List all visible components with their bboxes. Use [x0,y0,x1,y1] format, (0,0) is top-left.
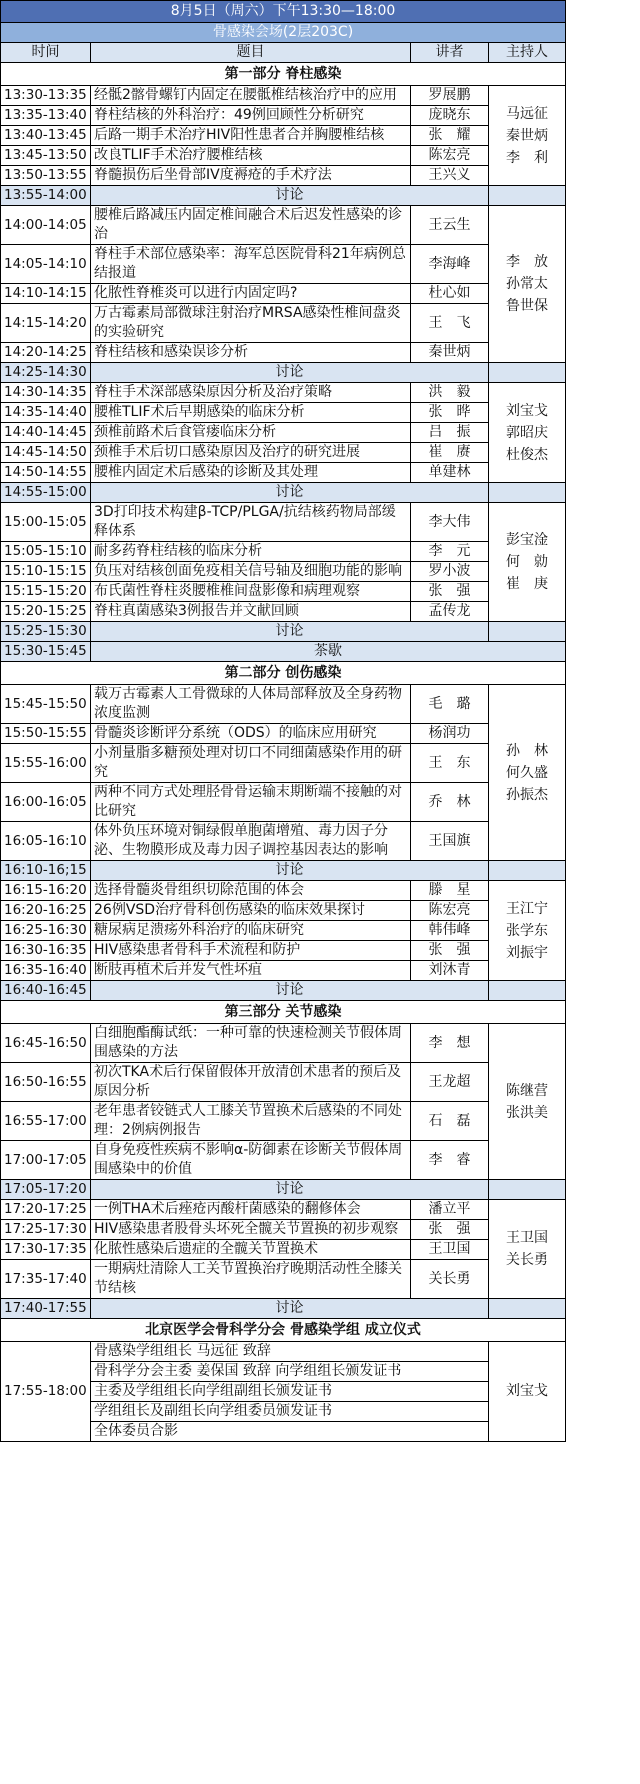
moderator-name: 何 勍 [506,554,548,570]
table-row [1,1102,566,1141]
talk-time: 13:50-13:55 [1,166,91,186]
talk-time: 17:35-17:40 [1,1260,91,1299]
break-time: 14:55-15:00 [1,483,91,503]
talk-speaker: 陈宏亮 [411,146,489,166]
table-row [1,921,566,941]
column-header-moderator: 主持人 [489,43,566,63]
talk-topic: 后路一期手术治疗HIV阳性患者合并胸腰椎结核 [91,126,411,146]
talk-speaker: 李海峰 [411,245,489,284]
table-row [1,961,566,981]
discussion-row [1,1299,566,1319]
section-title: 第三部分 关节感染 [1,1001,566,1024]
break-label: 讨论 [91,981,489,1001]
talk-speaker: 杨润功 [411,724,489,744]
talk-speaker: 罗小波 [411,562,489,582]
talk-speaker: 王兴义 [411,166,489,186]
break-blank [489,186,566,206]
talk-speaker: 罗展鹏 [411,86,489,106]
talk-time: 17:00-17:05 [1,1141,91,1180]
talk-time: 14:50-14:55 [1,463,91,483]
talk-topic: 一例THA术后痤疮丙酸杆菌感染的翻修体会 [91,1200,411,1220]
break-label: 讨论 [91,363,489,383]
talk-topic: HIV感染患者股骨头坏死全髋关节置换的初步观察 [91,1220,411,1240]
ceremony-time: 17:55-18:00 [1,1342,91,1442]
table-row [1,403,566,423]
table-row [1,166,566,186]
talk-time: 16:25-16:30 [1,921,91,941]
talk-time: 14:05-14:10 [1,245,91,284]
talk-speaker: 杜心如 [411,284,489,304]
moderator-name: 刘宝戈 [506,402,548,419]
moderator-name: 孙振杰 [506,786,548,803]
moderator-name: 杜俊杰 [506,446,548,463]
table-row [1,685,566,724]
talk-speaker: 单建林 [411,463,489,483]
talk-topic: 改良TLIF手术治疗腰椎结核 [91,146,411,166]
talk-time: 16:15-16:20 [1,881,91,901]
moderator-cell [489,1024,566,1180]
talk-topic: 腰椎内固定术后感染的诊断及其处理 [91,463,411,483]
table-row [1,744,566,783]
moderator-cell [489,86,566,186]
talk-time: 16:45-16:50 [1,1024,91,1063]
talk-time: 14:35-14:40 [1,403,91,423]
talk-speaker: 韩伟峰 [411,921,489,941]
talk-topic: 化脓性脊椎炎可以进行内固定吗? [91,284,411,304]
moderator-name: 何久盛 [506,764,548,781]
table-row [1,881,566,901]
talk-time: 15:10-15:15 [1,562,91,582]
talk-time: 15:50-15:55 [1,724,91,744]
table-row [1,783,566,822]
talk-time: 14:15-14:20 [1,304,91,343]
talk-time: 15:05-15:10 [1,542,91,562]
moderator-name: 郭昭庆 [506,424,548,441]
talk-time: 15:15-15:20 [1,582,91,602]
talk-speaker: 乔 林 [411,783,489,822]
talk-speaker: 崔 赓 [411,443,489,463]
talk-topic: 经骶2髂骨螺钉内固定在腰骶椎结核治疗中的应用 [91,86,411,106]
section-title: 第二部分 创伤感染 [1,662,566,685]
break-time: 17:05-17:20 [1,1180,91,1200]
talk-time: 17:20-17:25 [1,1200,91,1220]
talk-time: 16:50-16:55 [1,1063,91,1102]
talk-topic: 耐多药脊柱结核的临床分析 [91,542,411,562]
talk-speaker: 陈宏亮 [411,901,489,921]
column-header-topic: 题目 [91,43,411,63]
break-time: 16:40-16:45 [1,981,91,1001]
talk-topic: 骨髓炎诊断评分系统（ODS）的临床应用研究 [91,724,411,744]
talk-speaker: 张 强 [411,941,489,961]
break-time: 17:40-17:55 [1,1299,91,1319]
table-row [1,562,566,582]
talk-topic: 脊髓损伤后坐骨部IV度褥疮的手术疗法 [91,166,411,186]
moderator-name: 崔 庚 [506,576,548,592]
talk-time: 14:00-14:05 [1,206,91,245]
date-line: 8月5日（周六）下午13:30—18:00 [1,1,566,23]
talk-time: 15:45-15:50 [1,685,91,724]
ceremony-moderator: 刘宝戈 [489,1342,566,1442]
moderator-cell [489,1200,566,1299]
moderator-name: 马远征 [506,105,548,122]
moderator-cell [489,383,566,483]
talk-topic: 万古霉素局部微球注射治疗MRSA感染性椎间盘炎的实验研究 [91,304,411,343]
table-row [1,304,566,343]
break-label: 讨论 [91,483,489,503]
talk-topic: 老年患者铰链式人工膝关节置换术后感染的不同处理：2例病例报告 [91,1102,411,1141]
talk-time: 16:30-16:35 [1,941,91,961]
talk-speaker: 滕 星 [411,881,489,901]
talk-speaker: 潘立平 [411,1200,489,1220]
moderator-name: 刘振宇 [506,944,548,961]
break-label: 茶歇 [91,642,566,662]
table-row [1,284,566,304]
talk-speaker: 王云生 [411,206,489,245]
moderator-name: 彭宝淦 [506,532,548,548]
table-row [1,1240,566,1260]
table-row [1,106,566,126]
talk-topic: 26例VSD治疗骨科创伤感染的临床效果探讨 [91,901,411,921]
table-row [1,1220,566,1240]
discussion-row [1,622,566,642]
talk-time: 16:35-16:40 [1,961,91,981]
moderator-name: 孙常太 [506,276,548,292]
talk-topic: 白细胞酯酶试纸：一种可靠的快速检测关节假体周围感染的方法 [91,1024,411,1063]
venue-title: 骨感染会场(2层203C) [1,23,566,43]
discussion-row [1,186,566,206]
talk-speaker: 孟传龙 [411,602,489,622]
moderator-cell [489,206,566,363]
ceremony-row [1,1342,566,1362]
talk-speaker: 李 睿 [411,1141,489,1180]
ceremony-item: 主委及学组组长向学组副组长颁发证书 [91,1382,489,1402]
break-time: 15:30-15:45 [1,642,91,662]
talk-speaker: 张 耀 [411,126,489,146]
talk-topic: 化脓性感染后遗症的全髋关节置换术 [91,1240,411,1260]
talk-topic: 脊柱手术深部感染原因分析及治疗策略 [91,383,411,403]
moderator-name: 张学东 [506,922,548,939]
talk-topic: 糖尿病足溃疡外科治疗的临床研究 [91,921,411,941]
break-blank [489,363,566,383]
moderator-name: 秦世炳 [506,127,548,144]
talk-speaker: 关长勇 [411,1260,489,1299]
table-row [1,1200,566,1220]
talk-time: 14:10-14:15 [1,284,91,304]
break-time: 13:55-14:00 [1,186,91,206]
talk-topic: 载万古霉素人工骨微球的人体局部释放及全身药物浓度监测 [91,685,411,724]
talk-speaker: 李 想 [411,1024,489,1063]
break-blank [489,483,566,503]
table-row [1,503,566,542]
talk-topic: 脊柱结核和感染误诊分析 [91,343,411,363]
talk-topic: 布氏菌性脊柱炎腰椎椎间盘影像和病理观察 [91,582,411,602]
discussion-row [1,1180,566,1200]
talk-speaker: 王 东 [411,744,489,783]
ceremony-item: 骨科学分会主委 姜保国 致辞 向学组组长颁发证书 [91,1362,489,1382]
talk-time: 17:25-17:30 [1,1220,91,1240]
talk-speaker: 庞晓东 [411,106,489,126]
discussion-row [1,861,566,881]
talk-speaker: 王卫国 [411,1240,489,1260]
talk-speaker: 王 飞 [411,304,489,343]
table-row [1,86,566,106]
talk-topic: 一期病灶清除人工关节置换治疗晚期活动性全膝关节结核 [91,1260,411,1299]
talk-time: 13:30-13:35 [1,86,91,106]
talk-speaker: 洪 毅 [411,383,489,403]
talk-topic: 腰椎后路减压内固定椎间融合术后迟发性感染的诊治 [91,206,411,245]
talk-time: 16:00-16:05 [1,783,91,822]
table-row [1,941,566,961]
table-row [1,602,566,622]
break-time: 16:10-16;15 [1,861,91,881]
table-row [1,582,566,602]
talk-time: 14:30-14:35 [1,383,91,403]
break-time: 14:25-14:30 [1,363,91,383]
break-label: 讨论 [91,622,489,642]
talk-time: 13:45-13:50 [1,146,91,166]
talk-speaker: 李 元 [411,542,489,562]
break-blank [489,1180,566,1200]
table-row [1,1024,566,1063]
moderator-name: 李 利 [506,149,548,166]
talk-topic: 断肢再植术后并发气性坏疽 [91,961,411,981]
table-row [1,245,566,284]
talk-time: 17:30-17:35 [1,1240,91,1260]
break-blank [489,981,566,1001]
break-label: 讨论 [91,861,489,881]
talk-time: 15:00-15:05 [1,503,91,542]
moderator-name: 关长勇 [506,1252,548,1268]
discussion-row [1,981,566,1001]
talk-speaker: 李大伟 [411,503,489,542]
talk-time: 16:20-16:25 [1,901,91,921]
discussion-row [1,483,566,503]
talk-topic: 脊柱结核的外科治疗：49例回顾性分析研究 [91,106,411,126]
talk-time: 14:20-14:25 [1,343,91,363]
talk-time: 13:35-13:40 [1,106,91,126]
talk-topic: 体外负压环境对铜绿假单胞菌增殖、毒力因子分泌、生物膜形成及毒力因子调控基因表达的影响 [91,822,411,861]
moderator-name: 李 放 [506,254,548,270]
moderator-cell [489,503,566,622]
table-row [1,443,566,463]
talk-time: 14:45-14:50 [1,443,91,463]
talk-topic: 脊柱手术部位感染率：海军总医院骨科21年病例总结报道 [91,245,411,284]
talk-topic: 颈椎前路术后食管瘘临床分析 [91,423,411,443]
discussion-row [1,363,566,383]
talk-speaker: 张 强 [411,582,489,602]
section-title: 第一部分 脊柱感染 [1,63,566,86]
moderator-name: 王卫国 [506,1230,548,1246]
talk-topic: 自身免疫性疾病不影响α-防御素在诊断关节假体周围感染中的价值 [91,1141,411,1180]
table-row [1,724,566,744]
talk-speaker: 张 晔 [411,403,489,423]
break-label: 讨论 [91,1299,489,1319]
moderator-name: 王江宁 [506,900,548,917]
break-label: 讨论 [91,1180,489,1200]
table-row [1,383,566,403]
break-time: 15:25-15:30 [1,622,91,642]
table-row [1,343,566,363]
table-row [1,206,566,245]
talk-speaker: 张 强 [411,1220,489,1240]
talk-topic: 3D打印技术构建β-TCP/PLGA/抗结核药物局部缓释体系 [91,503,411,542]
break-blank [489,861,566,881]
talk-topic: HIV感染患者骨科手术流程和防护 [91,941,411,961]
ceremony-item: 骨感染学组组长 马远征 致辞 [91,1342,489,1362]
talk-time: 14:40-14:45 [1,423,91,443]
column-header-speaker: 讲者 [411,43,489,63]
talk-speaker: 秦世炳 [411,343,489,363]
break-blank [489,622,566,642]
table-row [1,901,566,921]
talk-topic: 选择骨髓炎骨组织切除范围的体会 [91,881,411,901]
table-row [1,542,566,562]
talk-time: 15:55-16:00 [1,744,91,783]
talk-speaker: 吕 振 [411,423,489,443]
table-row [1,1260,566,1299]
moderator-name: 孙 林 [506,742,548,759]
ceremony-item: 学组组长及副组长向学组委员颁发证书 [91,1402,489,1422]
talk-speaker: 刘沐青 [411,961,489,981]
talk-speaker: 王国旗 [411,822,489,861]
moderator-name: 鲁世保 [506,298,548,314]
table-row [1,1063,566,1102]
talk-topic: 负压对结核创面免疫相关信号轴及细胞功能的影响 [91,562,411,582]
talk-time: 16:55-17:00 [1,1102,91,1141]
table-row [1,423,566,443]
talk-topic: 初次TKA术后行保留假体开放清创术患者的预后及原因分析 [91,1063,411,1102]
break-label: 讨论 [91,186,489,206]
talk-topic: 腰椎TLIF术后早期感染的临床分析 [91,403,411,423]
moderator-name: 陈继营 [506,1082,548,1099]
table-row [1,126,566,146]
table-row [1,463,566,483]
talk-speaker: 石 磊 [411,1102,489,1141]
table-row [1,146,566,166]
ceremony-title: 北京医学会骨科学分会 骨感染学组 成立仪式 [1,1319,566,1342]
break-blank [489,1299,566,1319]
talk-time: 16:05-16:10 [1,822,91,861]
moderator-cell [489,685,566,861]
column-header-time: 时间 [1,43,91,63]
table-row [1,1141,566,1180]
talk-topic: 颈椎手术后切口感染原因及治疗的研究进展 [91,443,411,463]
table-row [1,822,566,861]
moderator-name: 张洪美 [506,1104,548,1121]
moderator-cell [489,881,566,981]
ceremony-item: 全体委员合影 [91,1422,489,1442]
talk-topic: 两种不同方式处理胫骨骨运输末期断端不接触的对比研究 [91,783,411,822]
talk-time: 15:20-15:25 [1,602,91,622]
talk-time: 13:40-13:45 [1,126,91,146]
talk-speaker: 毛 璐 [411,685,489,724]
talk-topic: 脊柱真菌感染3例报告并文献回顾 [91,602,411,622]
talk-topic: 小剂量脂多糖预处理对切口不同细菌感染作用的研究 [91,744,411,783]
talk-speaker: 王龙超 [411,1063,489,1102]
tea-break-row [1,642,566,662]
